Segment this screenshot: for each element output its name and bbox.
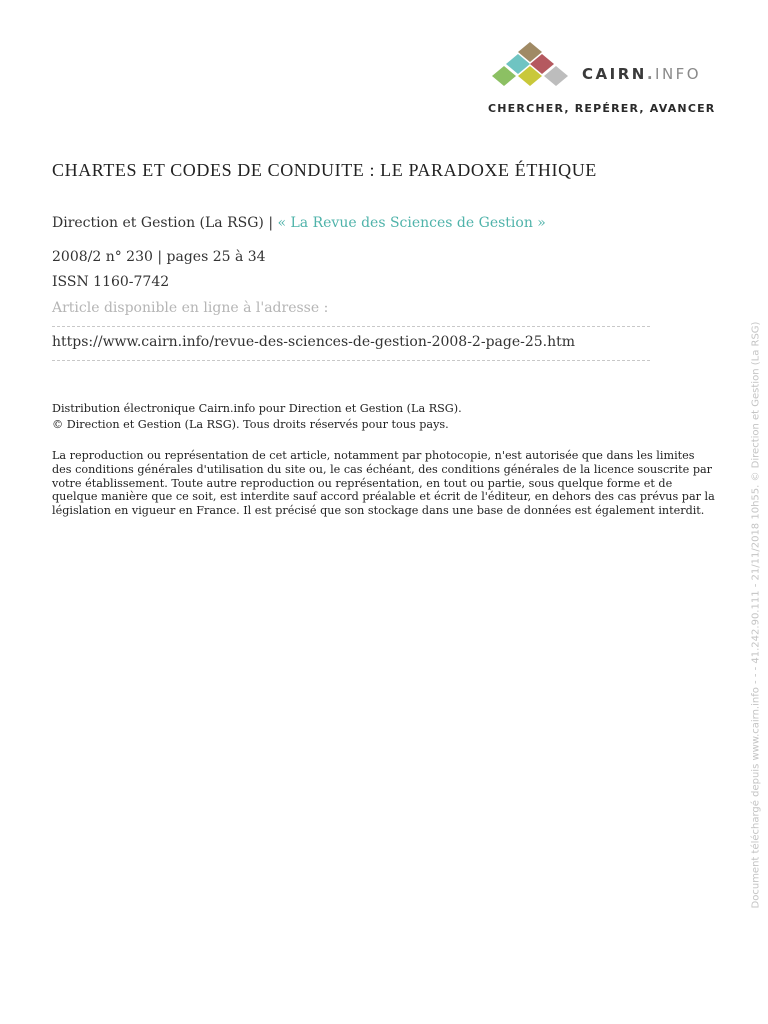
logo-word-dot: . [646,65,656,83]
download-watermark: Document téléchargé depuis www.cairn.info - - - 41.242.90.111 - 21/11/2018 10h55. © Direction et Gestion (La RSG) [750,321,762,909]
article-title: CHARTES ET CODES DE CONDUITE : LE PARADOXE ÉTHIQUE [52,160,597,180]
dashed-divider [52,326,650,327]
available-online-label: Article disponible en ligne à l'adresse : [52,300,329,316]
journal-link[interactable]: « La Revue des Sciences de Gestion » [277,215,546,231]
publisher-name: Direction et Gestion (La RSG) | [52,215,278,231]
issue-info: 2008/2 n° 230 | pages 25 à 34 [52,249,266,265]
dashed-divider [52,360,650,361]
logo-tagline: CHERCHER, REPÉRER, AVANCER [488,102,716,115]
distribution-notice: Distribution électronique Cairn.info pour Direction et Gestion (La RSG). [52,402,462,415]
journal-line [52,215,546,231]
logo-word-info: INFO [655,65,702,83]
cairn-logo[interactable] [486,40,726,120]
article-url-link[interactable]: https://www.cairn.info/revue-des-sciences-de-gestion-2008-2-page-25.htm [52,334,576,350]
issn: ISSN 1160-7742 [52,274,170,290]
logo-word-cairn: CAIRN [582,65,647,83]
cairn-diamond-logo-icon [490,42,570,92]
copyright-notice: © Direction et Gestion (La RSG). Tous droits réservés pour tous pays. [52,418,449,431]
logo-wordmark [582,65,701,83]
legal-notice: La reproduction ou représentation de cet article, notamment par photocopie, n'est autorisée que dans les limites des conditions générales d'utilisation du site ou, le cas échéant, des conditions générales de la licence souscrite par votre établissement. Toute autre reproduction ou représentation, en tout ou partie, sous quelque forme et de quelque manière que ce soit, est interdite sauf accord préalable et écrit de l'éditeur, en dehors des cas prévus par la législation en vigueur en France. Il est précisé que son stockage dans une base de données est également interdit. [52,449,715,518]
